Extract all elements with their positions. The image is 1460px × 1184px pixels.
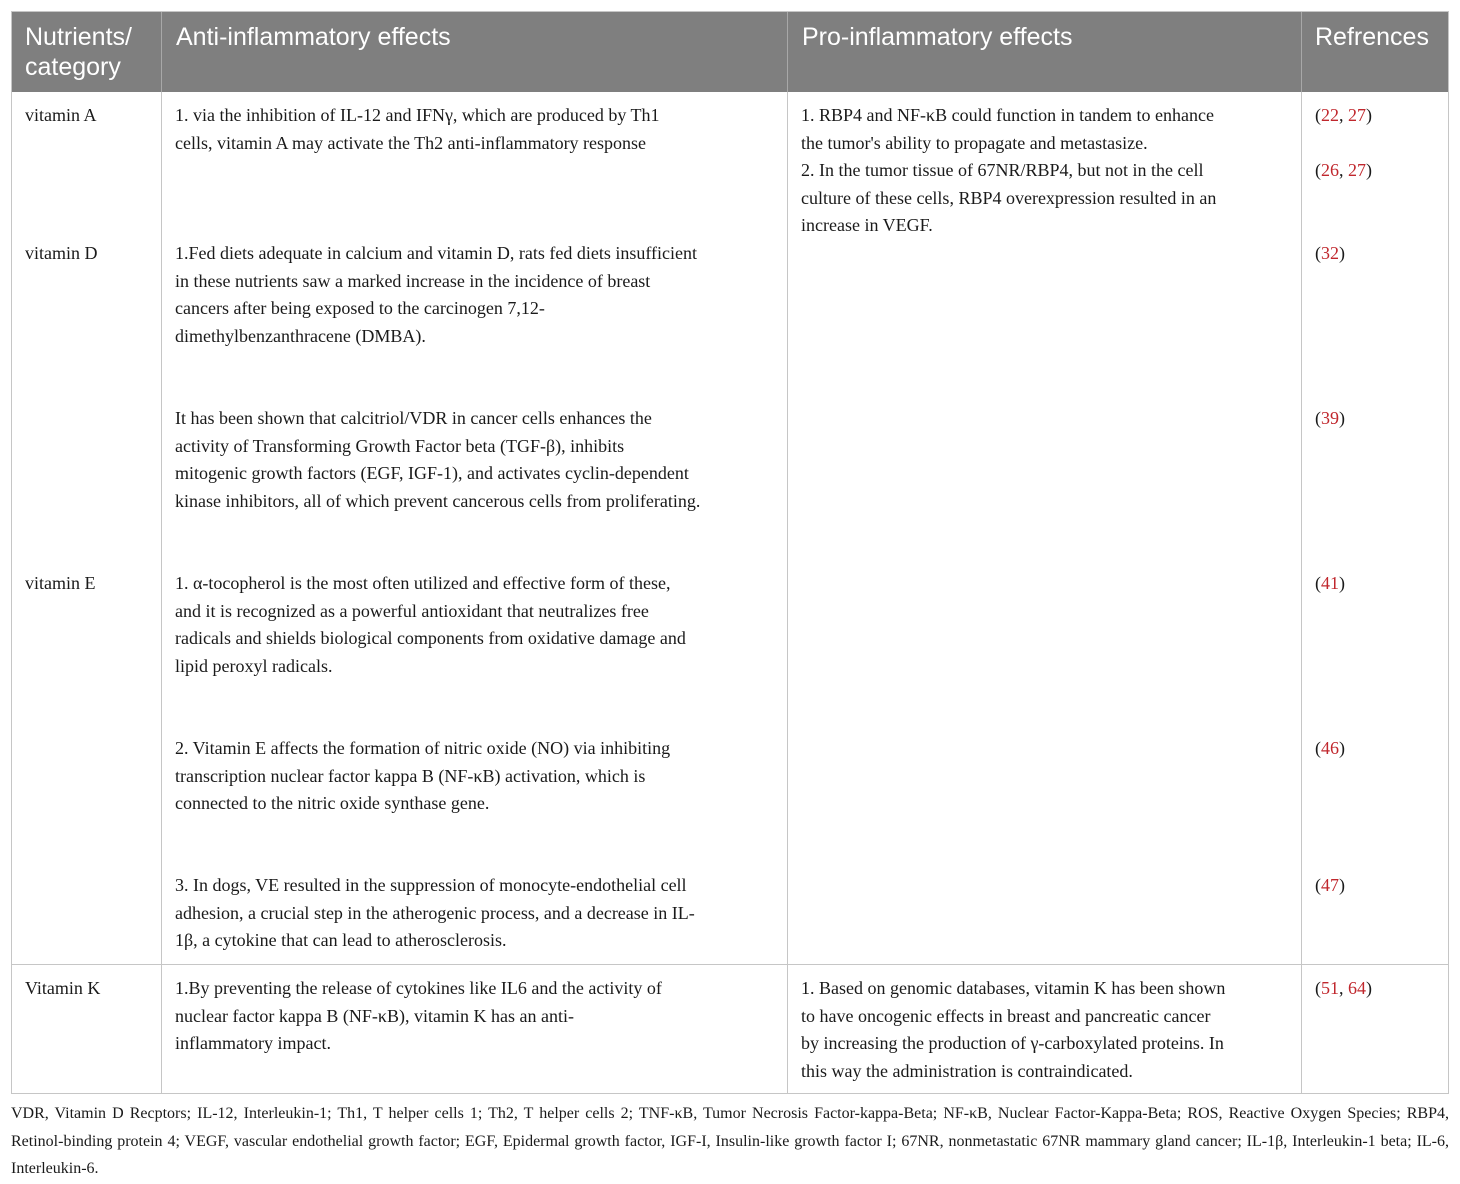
anti-effect-vitamin-e-2: [175, 735, 670, 818]
text-line: connected to the nitric oxide synthase gene.: [175, 793, 490, 813]
category-vitamin-e: vitamin E: [25, 573, 96, 593]
column-divider: [787, 92, 788, 1093]
reference-link[interactable]: 27: [1348, 160, 1366, 180]
header-divider: [1301, 12, 1302, 92]
text-line: cells, vitamin A may activate the Th2 anti-inflammatory response: [175, 132, 647, 153]
text-line: cancers after being exposed to the carcinogen 7,12-: [175, 298, 545, 318]
text-line: adhesion, a crucial step in the atherogenic process, and a decrease in IL-: [175, 902, 695, 923]
paren: ): [1339, 573, 1345, 593]
anti-effect-vitamin-e-1: [175, 570, 686, 680]
paren: (: [1315, 243, 1321, 263]
header-divider: [787, 12, 788, 92]
paren: (: [1315, 160, 1321, 180]
header-anti-inflammatory: Anti-inflammatory effects: [176, 23, 451, 51]
separator: ,: [1339, 978, 1348, 998]
category-vitamin-a: vitamin A: [25, 105, 97, 125]
text-line: inflammatory impact.: [175, 1033, 331, 1053]
text-line: nuclear factor kappa B (NF-κB), vitamin K has an anti-: [175, 1005, 574, 1026]
text-line: to have oncogenic effects in breast and pancreatic cancer: [801, 1005, 1211, 1026]
text-line: 2. Vitamin E affects the formation of nitric oxide (NO) via inhibiting: [175, 738, 671, 758]
column-divider: [1301, 92, 1302, 1093]
separator: ,: [1339, 105, 1348, 125]
paren: (: [1315, 875, 1321, 895]
paren: ): [1339, 875, 1345, 895]
reference-link[interactable]: 51: [1321, 978, 1339, 998]
paren: (: [1315, 408, 1321, 428]
text-line: 1β, a cytokine that can lead to atherosclerosis.: [175, 930, 507, 950]
header-text-line: Nutrients/: [25, 23, 132, 51]
anti-effect-vitamin-d-2: [175, 405, 700, 515]
paren: (: [1315, 978, 1321, 998]
header-text-line: category: [25, 53, 121, 81]
reference-vitamin-e-1: [1315, 570, 1345, 598]
header-references: Refrences: [1315, 23, 1429, 51]
text-line: 3. In dogs, VE resulted in the suppression of monocyte-endothelial cell: [175, 875, 687, 895]
reference-vitamin-e-2: [1315, 735, 1345, 763]
anti-effect-vitamin-e-3: [175, 872, 695, 955]
paren: ): [1366, 978, 1372, 998]
pro-effect-vitamin-k: [801, 975, 1225, 1085]
paren: ): [1366, 160, 1372, 180]
paren: (: [1315, 105, 1321, 125]
anti-effect-vitamin-k: [175, 975, 662, 1058]
anti-effect-vitamin-d-1: [175, 240, 697, 350]
text-line: kinase inhibitors, all of which prevent cancerous cells from proliferating.: [175, 490, 701, 511]
text-line: radicals and shields biological components from oxidative damage and: [175, 628, 686, 648]
row-divider: [12, 964, 1448, 965]
column-divider: [161, 92, 162, 1093]
table-header: [12, 12, 1448, 92]
text-line: culture of these cells, RBP4 overexpression resulted in an: [801, 187, 1217, 208]
category-vitamin-k: Vitamin K: [25, 978, 101, 998]
reference-link[interactable]: 26: [1321, 160, 1339, 180]
text-line: this way the administration is contraindicated.: [801, 1060, 1133, 1081]
nutrients-table: [11, 11, 1449, 1094]
reference-link[interactable]: 32: [1321, 243, 1339, 263]
paren: (: [1315, 573, 1321, 593]
paren: ): [1366, 105, 1372, 125]
text-line: 1. α-tocopherol is the most often utilized and effective form of these,: [175, 573, 671, 593]
paren: ): [1339, 738, 1345, 758]
reference-link[interactable]: 27: [1348, 105, 1366, 125]
text-line: increase in VEGF.: [801, 215, 933, 235]
text-line: 1.Fed diets adequate in calcium and vitamin D, rats fed diets insufficient: [175, 243, 698, 263]
text-line: in these nutrients saw a marked increase in the incidence of breast: [175, 270, 651, 291]
reference-link[interactable]: 41: [1321, 573, 1339, 593]
reference-vitamin-a-1: [1315, 102, 1372, 130]
anti-effect-vitamin-a: [175, 102, 660, 157]
text-line: mitogenic growth factors (EGF, IGF-1), and activates cyclin-dependent: [175, 463, 689, 483]
text-line: and it is recognized as a powerful antioxidant that neutralizes free: [175, 600, 649, 621]
separator: ,: [1339, 160, 1348, 180]
header-divider: [161, 12, 162, 92]
reference-link[interactable]: 46: [1321, 738, 1339, 758]
category-vitamin-d: vitamin D: [25, 243, 98, 263]
table-footnote: VDR, Vitamin D Recptors; IL-12, Interleukin-1; Th1, T helper cells 1; Th2, T helper cells 2; TNF-κB, Tumor Necrosis Factor-kappa-Beta; NF-κB, Nuclear Factor-Kappa-Beta; ROS, Reactive Oxygen Species; RBP4, Retinol-binding protein 4; VEGF, vascular endothelial growth factor; EGF, Epidermal growth factor, IGF-I, Insulin-like growth factor I; 67NR, nonmetastatic 67NR mammary gland cancer; IL-1β, Interleukin-1 beta; IL-6, Interleukin-6.: [11, 1105, 1449, 1177]
pro-effect-vitamin-a: [801, 102, 1216, 240]
text-line: the tumor's ability to propagate and metastasize.: [801, 132, 1148, 153]
reference-vitamin-a-2: [1315, 157, 1372, 185]
text-line: It has been shown that calcitriol/VDR in cancer cells enhances the: [175, 408, 652, 428]
text-line: by increasing the production of γ-carboxylated proteins. In: [801, 1033, 1224, 1053]
text-line: 2. In the tumor tissue of 67NR/RBP4, but not in the cell: [801, 160, 1204, 180]
header-nutrients-category: [25, 22, 132, 82]
reference-link[interactable]: 47: [1321, 875, 1339, 895]
reference-vitamin-d-1: [1315, 240, 1345, 268]
text-line: 1. via the inhibition of IL-12 and IFNγ, which are produced by Th1: [175, 105, 660, 125]
text-line: 1. RBP4 and NF-κB could function in tandem to enhance: [801, 105, 1215, 125]
paren: ): [1339, 243, 1345, 263]
header-pro-inflammatory: Pro-inflammatory effects: [802, 23, 1073, 51]
text-line: dimethylbenzanthracene (DMBA).: [175, 325, 426, 346]
reference-link[interactable]: 22: [1321, 105, 1339, 125]
reference-vitamin-k: [1315, 975, 1372, 1003]
reference-link[interactable]: 39: [1321, 408, 1339, 428]
paren: ): [1339, 408, 1345, 428]
reference-link[interactable]: 64: [1348, 978, 1366, 998]
text-line: activity of Transforming Growth Factor beta (TGF-β), inhibits: [175, 435, 625, 456]
text-line: transcription nuclear factor kappa B (NF-κB) activation, which is: [175, 765, 646, 786]
paren: (: [1315, 738, 1321, 758]
text-line: 1.By preventing the release of cytokines like IL6 and the activity of: [175, 978, 662, 998]
text-line: lipid peroxyl radicals.: [175, 655, 333, 676]
text-line: 1. Based on genomic databases, vitamin K has been shown: [801, 978, 1226, 998]
reference-vitamin-e-3: [1315, 872, 1345, 900]
reference-vitamin-d-2: [1315, 405, 1345, 433]
